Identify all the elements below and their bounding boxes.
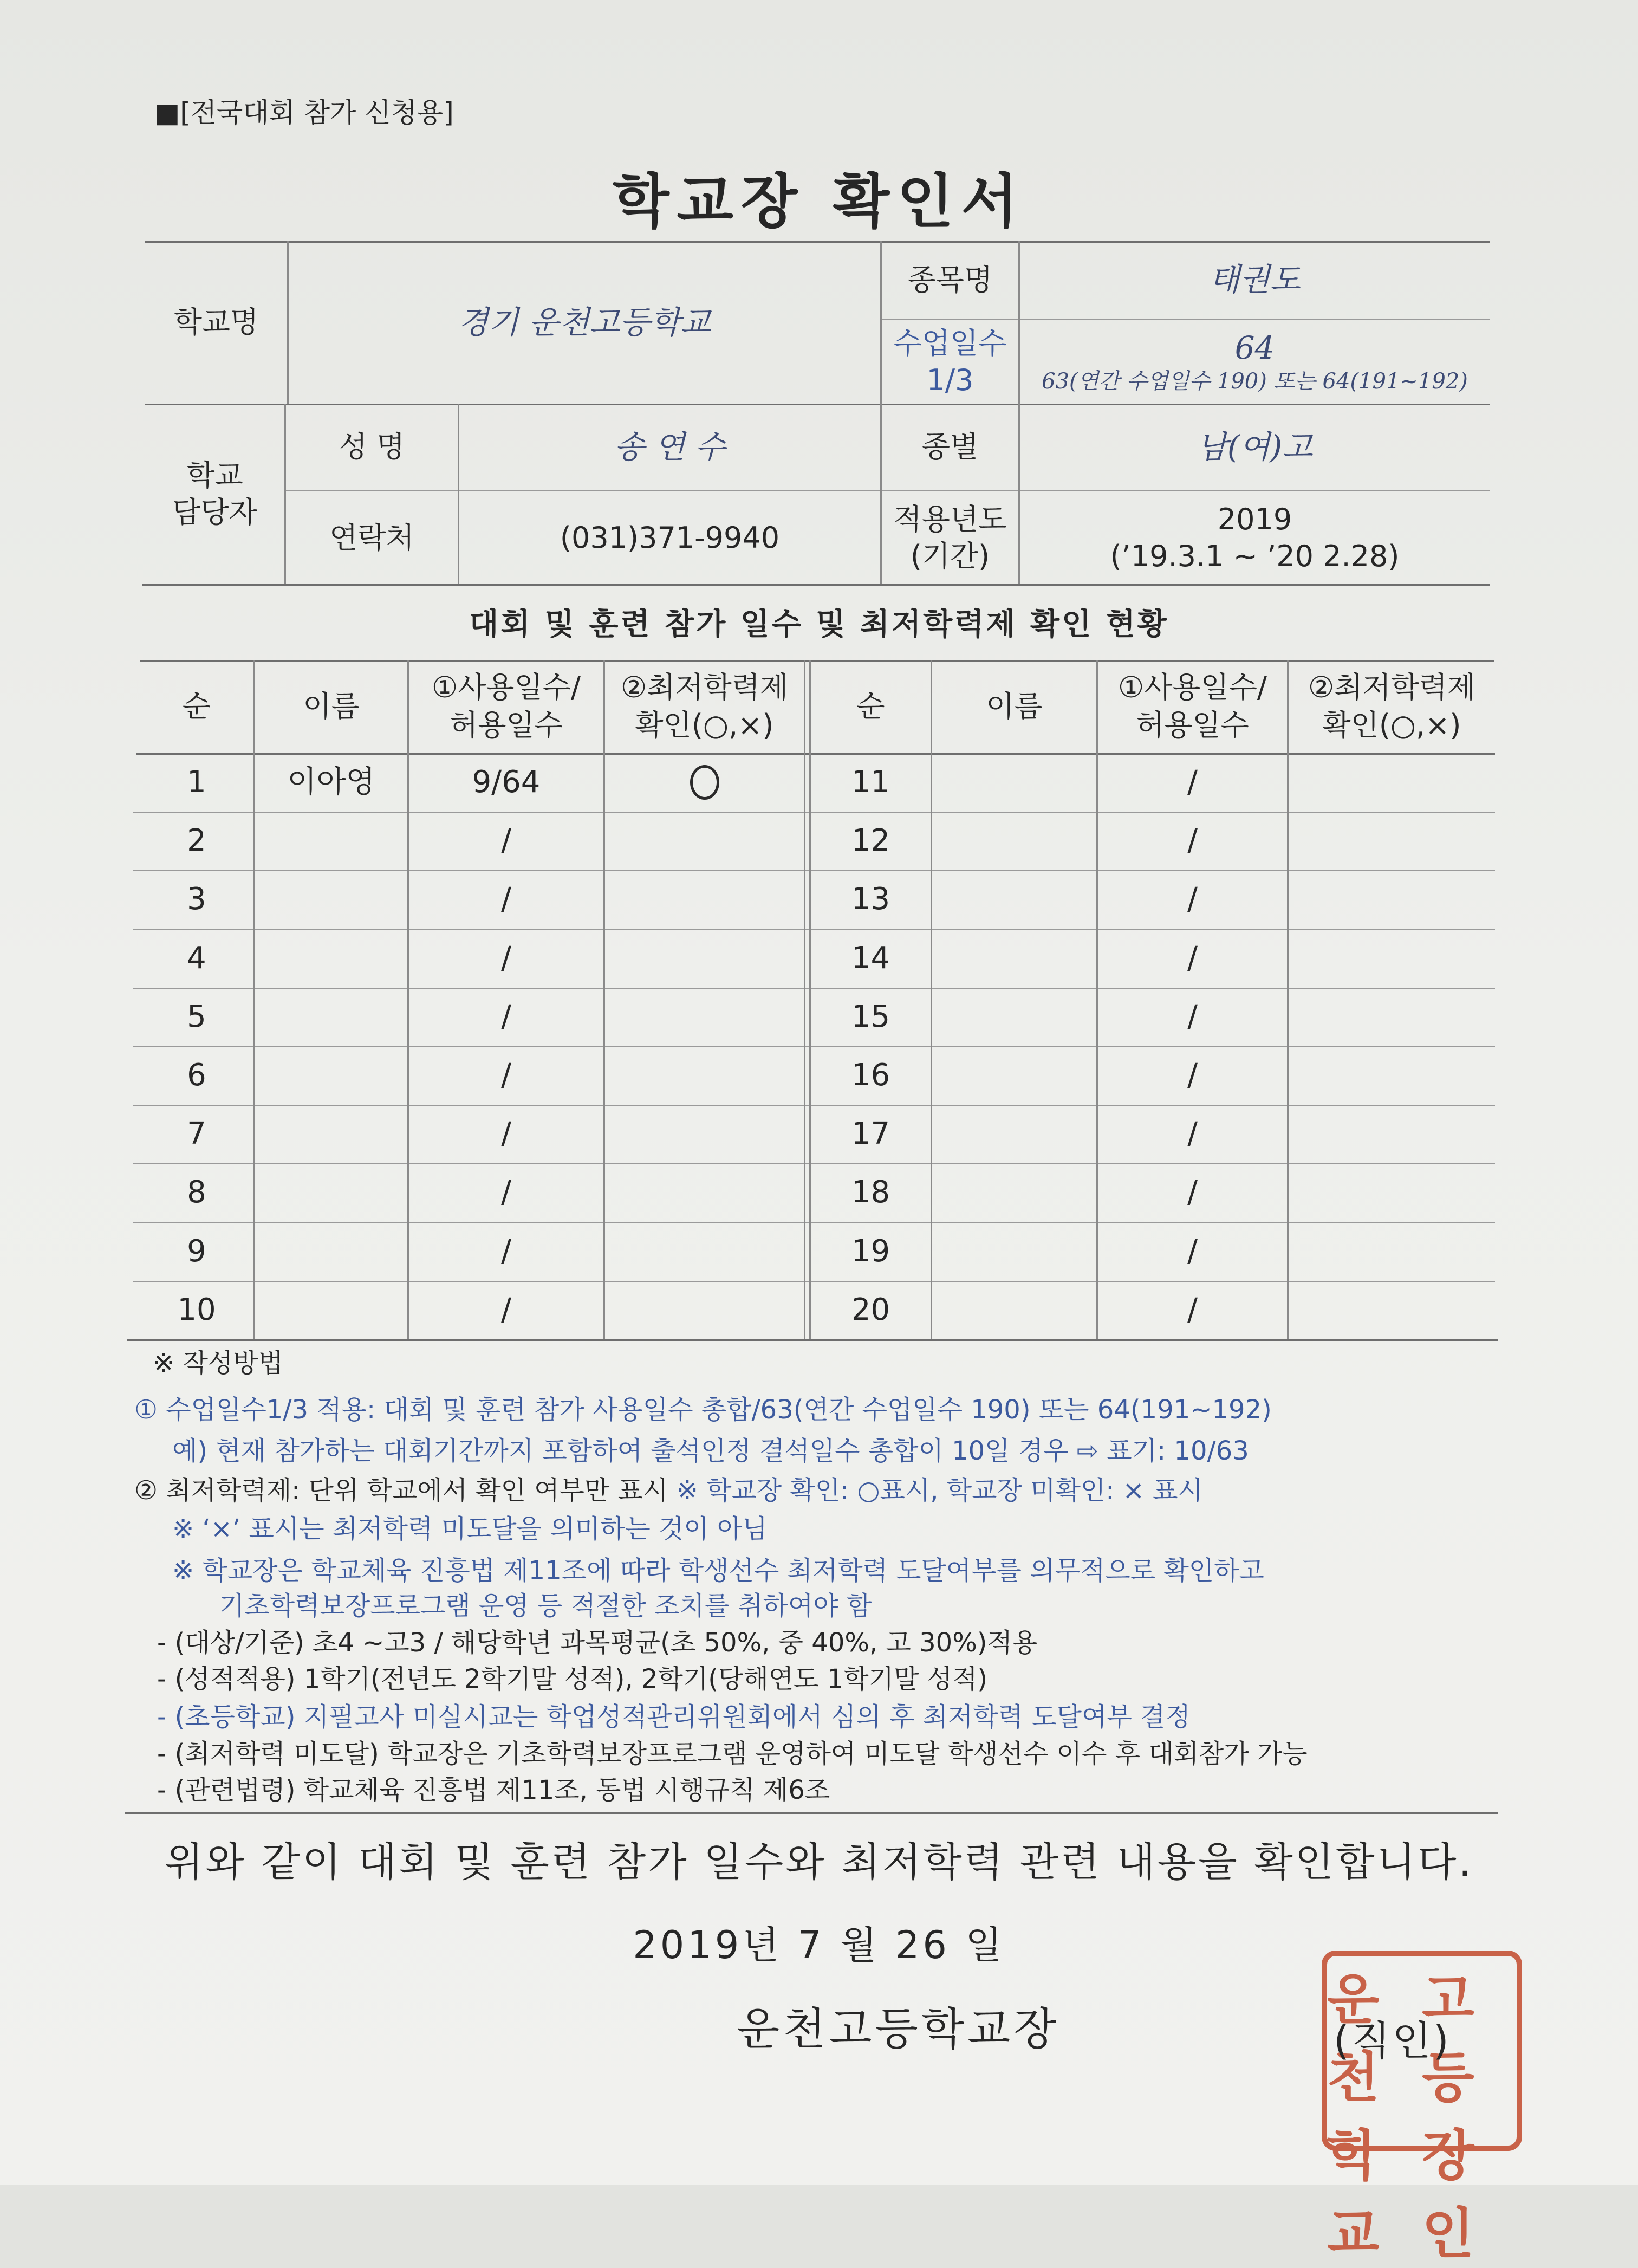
document-title: 학교장 확인서 bbox=[613, 168, 1025, 236]
school-value: 경기 운천고등학교 bbox=[458, 303, 711, 341]
cell-check-right bbox=[1289, 753, 1495, 812]
cell-number-left bbox=[140, 1105, 253, 1163]
cell-text: 19 bbox=[851, 1234, 890, 1269]
cell-number-right bbox=[811, 929, 931, 988]
cell-days-right bbox=[1098, 929, 1287, 988]
col-header-days-right-line2: 허용일수 bbox=[1136, 708, 1249, 742]
cell-name-right bbox=[932, 929, 1096, 988]
note-line-4: ※ ‘×’ 표시는 최저학력 미도달을 의미하는 것이 아님 bbox=[172, 1514, 768, 1544]
cell-name-right bbox=[932, 753, 1096, 812]
sport-value: 태권도 bbox=[1209, 261, 1301, 299]
cell-text: / bbox=[1187, 823, 1198, 858]
cell-text: / bbox=[1187, 1058, 1198, 1093]
cell-days-right bbox=[1098, 870, 1287, 929]
cell-number-right bbox=[811, 812, 931, 870]
cell-text: / bbox=[1187, 999, 1198, 1034]
seal-label: (직인) bbox=[1334, 2018, 1451, 2064]
note-line-8: - (성적적용) 1학기(전년도 2학기말 성적), 2학기(당해연도 1학기말 성적) bbox=[157, 1664, 988, 1694]
cell-number-right bbox=[811, 1046, 931, 1105]
cell-check-right bbox=[1289, 929, 1495, 988]
cell-check-left bbox=[605, 753, 804, 812]
cell-check-left bbox=[605, 812, 804, 870]
cell-name-right bbox=[932, 870, 1096, 929]
cell-days-left bbox=[409, 1046, 603, 1105]
cell-check-right bbox=[1289, 812, 1495, 870]
col-header-check-right bbox=[1289, 660, 1495, 753]
cell-text: 4 bbox=[187, 941, 206, 976]
cell-days-right bbox=[1098, 812, 1287, 870]
cell-name-left bbox=[255, 812, 407, 870]
cell-text: / bbox=[1187, 764, 1198, 800]
notes-title: ※ 작성방법 bbox=[153, 1348, 283, 1378]
footer-rule bbox=[125, 1812, 1498, 1814]
cell-number-right bbox=[811, 1105, 931, 1163]
type-value: 남(여)고 bbox=[1197, 428, 1313, 465]
contact-value: (031)371-9940 bbox=[560, 520, 780, 555]
seal-char: 장인 bbox=[1422, 2123, 1474, 2265]
cell-check-left bbox=[605, 1222, 804, 1281]
cell-text: / bbox=[501, 1234, 511, 1269]
cell-days-left bbox=[409, 1222, 603, 1281]
cell-text: 13 bbox=[851, 882, 890, 917]
cell-text: 15 bbox=[851, 999, 890, 1034]
cell-text: 3 bbox=[187, 882, 206, 917]
cell-text: / bbox=[501, 941, 511, 976]
cell-number-right bbox=[811, 753, 931, 812]
col-header-check-line1: ②최저학력제 bbox=[620, 670, 789, 704]
col-header-check-right-line2: 확인(○,×) bbox=[1322, 708, 1461, 742]
class-days-value bbox=[1020, 320, 1490, 404]
cell-text: 6 bbox=[187, 1058, 206, 1093]
principal-signature-name: 운천고등학교장 bbox=[737, 2004, 1060, 2055]
cell-number-right bbox=[811, 870, 931, 929]
col-header-days-right-line1: ①사용일수/ bbox=[1117, 670, 1268, 704]
name-value: 송 연 수 bbox=[614, 428, 725, 465]
cell-number-left bbox=[140, 1222, 253, 1281]
cell-text: 9/64 bbox=[472, 764, 541, 800]
cell-text: / bbox=[501, 1175, 511, 1210]
cell-text: 이아영 bbox=[287, 764, 375, 800]
cell-check-right bbox=[1289, 1222, 1495, 1281]
cell-days-left bbox=[409, 1105, 603, 1163]
col-header-no: 순 bbox=[182, 689, 211, 723]
cell-text: 14 bbox=[851, 941, 890, 976]
cell-check-right bbox=[1289, 1281, 1495, 1339]
cell-text: / bbox=[501, 1116, 511, 1151]
year-label-line2: (기간) bbox=[910, 539, 990, 573]
seal-char: 고등 bbox=[1422, 1967, 1474, 2109]
rule bbox=[142, 584, 1490, 586]
cell-text: 16 bbox=[851, 1058, 890, 1093]
confirmation-date: 2019년 7 월 26 일 bbox=[633, 1923, 1005, 1967]
manager-label-line2: 담당자 bbox=[172, 495, 257, 529]
cell-text: / bbox=[501, 1292, 511, 1327]
cell-text: / bbox=[1187, 1175, 1198, 1210]
year-label-line1: 적용년도 bbox=[893, 502, 1007, 536]
year-label bbox=[882, 491, 1018, 584]
cell-number-right bbox=[811, 988, 931, 1046]
cell-days-left bbox=[409, 929, 603, 988]
cell-days-left bbox=[409, 988, 603, 1046]
cell-days-right bbox=[1098, 753, 1287, 812]
cell-days-left bbox=[409, 812, 603, 870]
class-days-label bbox=[882, 320, 1018, 404]
name-label: 성 명 bbox=[339, 430, 405, 464]
cell-check-left bbox=[605, 929, 804, 988]
cell-name-left bbox=[255, 988, 407, 1046]
rule bbox=[804, 660, 805, 1339]
note-line-3-main: ② 최저학력제: 단위 학교에서 확인 여부만 표시 bbox=[134, 1475, 677, 1506]
cell-name-left bbox=[255, 1222, 407, 1281]
cell-name-right bbox=[932, 812, 1096, 870]
cell-text: / bbox=[501, 1058, 511, 1093]
school-label: 학교명 bbox=[173, 305, 259, 340]
cell-check-right bbox=[1289, 1163, 1495, 1222]
cell-text: / bbox=[501, 882, 511, 917]
cell-check-right bbox=[1289, 1105, 1495, 1163]
cell-days-right bbox=[1098, 1222, 1287, 1281]
col-header-check-right-line1: ②최저학력제 bbox=[1308, 670, 1476, 704]
note-line-6: 기초학력보장프로그램 운영 등 적절한 조치를 취하여야 함 bbox=[219, 1591, 872, 1621]
note-line-3 bbox=[134, 1469, 1203, 1507]
col-header-check bbox=[605, 660, 804, 753]
contact-label: 연락처 bbox=[329, 520, 414, 555]
col-header-name: 이름 bbox=[303, 689, 360, 723]
cell-days-right bbox=[1098, 1163, 1287, 1222]
col-header-days-right bbox=[1098, 660, 1287, 753]
cell-days-right bbox=[1098, 1105, 1287, 1163]
sport-label: 종목명 bbox=[907, 262, 993, 297]
cell-name-right bbox=[932, 988, 1096, 1046]
cell-text: 12 bbox=[851, 823, 890, 858]
cell-check-left bbox=[605, 1046, 804, 1105]
cell-text: 18 bbox=[851, 1175, 890, 1210]
note-line-5: ※ 학교장은 학교체육 진흥법 제11조에 따라 학생선수 최저학력 도달여부를 의무적으로 확인하고 bbox=[172, 1556, 1264, 1586]
class-days-label-line1: 수업일수 bbox=[893, 326, 1007, 360]
period-value: (’19.3.1 ~ ’20 2.28) bbox=[1110, 539, 1400, 573]
cell-text: 9 bbox=[187, 1234, 206, 1269]
col-header-check-line2: 확인(○,×) bbox=[635, 708, 774, 742]
cell-number-left bbox=[140, 1163, 253, 1222]
cell-number-left bbox=[140, 812, 253, 870]
cell-text: 20 bbox=[851, 1292, 890, 1327]
cell-text: 2 bbox=[187, 823, 206, 858]
type-label: 종별 bbox=[921, 430, 979, 464]
confirmation-statement: 위와 같이 대회 및 훈련 참가 일수와 최저학력 관련 내용을 확인합니다. bbox=[164, 1839, 1474, 1885]
note-line-9: - (초등학교) 지필고사 미실시교는 학업성적관리위원회에서 심의 후 최저학력 도달여부 결정 bbox=[157, 1702, 1191, 1732]
seal-char: 학교 bbox=[1327, 2123, 1380, 2265]
cell-text: / bbox=[1187, 941, 1198, 976]
cell-text: 7 bbox=[187, 1116, 206, 1151]
cell-text: / bbox=[501, 999, 511, 1034]
cell-text: 10 bbox=[177, 1292, 216, 1327]
class-days-number: 64 bbox=[1234, 329, 1275, 367]
cell-days-right bbox=[1098, 988, 1287, 1046]
cell-check-left bbox=[605, 1281, 804, 1339]
cell-name-left bbox=[255, 1281, 407, 1339]
col-header-days-line2: 허용일수 bbox=[450, 708, 563, 742]
cell-text: 17 bbox=[851, 1116, 890, 1151]
class-days-label-line2: 1/3 bbox=[926, 362, 974, 397]
seal-char: 운천 bbox=[1327, 1967, 1380, 2109]
cell-name-left bbox=[255, 1163, 407, 1222]
cell-number-left bbox=[140, 929, 253, 988]
cell-number-left bbox=[140, 1281, 253, 1339]
cell-text: 11 bbox=[851, 764, 890, 800]
cell-check-right bbox=[1289, 988, 1495, 1046]
cell-check-left bbox=[605, 870, 804, 929]
col-header-days-line1: ①사용일수/ bbox=[431, 670, 581, 704]
cell-name-right bbox=[932, 1046, 1096, 1105]
cell-number-left bbox=[140, 988, 253, 1046]
cell-text: / bbox=[1187, 1292, 1198, 1327]
cell-name-right bbox=[932, 1222, 1096, 1281]
year-value bbox=[1020, 491, 1490, 584]
cell-text: / bbox=[1187, 1234, 1198, 1269]
note-line-3-emphasis: ※ 학교장 확인: ○표시, 학교장 미확인: × 표시 bbox=[676, 1475, 1203, 1506]
cell-name-right bbox=[932, 1281, 1096, 1339]
cell-days-left bbox=[409, 753, 603, 812]
cell-check-left bbox=[605, 1163, 804, 1222]
col-header-no-right: 순 bbox=[856, 689, 885, 723]
note-line-7: - (대상/기준) 초4 ~고3 / 해당학년 과목평균(초 50%, 중 40%, 고 30%)적용 bbox=[157, 1628, 1038, 1658]
cell-name-left bbox=[255, 753, 407, 812]
cell-number-right bbox=[811, 1281, 931, 1339]
cell-number-right bbox=[811, 1163, 931, 1222]
manager-label bbox=[145, 404, 284, 584]
cell-number-left bbox=[140, 870, 253, 929]
cell-check-left bbox=[605, 1105, 804, 1163]
document-label: ■[전국대회 참가 신청용] bbox=[154, 97, 454, 128]
rule bbox=[127, 1339, 1498, 1341]
cell-days-left bbox=[409, 1281, 603, 1339]
cell-name-right bbox=[932, 1105, 1096, 1163]
note-line-10: - (최저학력 미도달) 학교장은 기초학력보장프로그램 운영하여 미도달 학생선수 이수 후 대회참가 가능 bbox=[157, 1739, 1308, 1769]
cell-name-left bbox=[255, 1105, 407, 1163]
cell-check-left bbox=[605, 988, 804, 1046]
cell-number-right bbox=[811, 1222, 931, 1281]
cell-days-left bbox=[409, 870, 603, 929]
cell-check-right bbox=[1289, 1046, 1495, 1105]
cell-days-left bbox=[409, 1163, 603, 1222]
cell-name-left bbox=[255, 1046, 407, 1105]
cell-name-left bbox=[255, 929, 407, 988]
note-line-1: ① 수업일수1/3 적용: 대회 및 훈련 참가 사용일수 총합/63(연간 수업일수 190) 또는 64(191~192) bbox=[134, 1395, 1272, 1425]
note-line-11: - (관련법령) 학교체육 진흥법 제11조, 동법 시행규칙 제6조 bbox=[157, 1775, 830, 1805]
cell-text: 5 bbox=[187, 999, 206, 1034]
cell-days-right bbox=[1098, 1281, 1287, 1339]
cell-days-right bbox=[1098, 1046, 1287, 1105]
cell-text: / bbox=[1187, 882, 1198, 917]
class-days-note: 63(연간 수업일수 190) 또는 64(191~192) bbox=[1042, 368, 1468, 394]
manager-label-line1: 학교 bbox=[186, 458, 243, 493]
note-line-2: 예) 현재 참가하는 대회기간까지 포함하여 출석인정 결석일수 총합이 10일 경우 ⇨ 표기: 10/63 bbox=[172, 1436, 1249, 1466]
year-number: 2019 bbox=[1217, 502, 1292, 536]
col-header-days bbox=[409, 660, 603, 753]
cell-check-right bbox=[1289, 870, 1495, 929]
circle-check-mark bbox=[690, 765, 719, 800]
table-heading: 대회 및 훈련 참가 일수 및 최저학력제 확인 현황 bbox=[469, 607, 1169, 642]
cell-name-left bbox=[255, 870, 407, 929]
cell-text: 1 bbox=[187, 764, 206, 800]
cell-text: 8 bbox=[187, 1175, 206, 1210]
cell-number-left bbox=[140, 1046, 253, 1105]
cell-number-left bbox=[140, 753, 253, 812]
cell-text: / bbox=[501, 823, 511, 858]
cell-name-right bbox=[932, 1163, 1096, 1222]
cell-text: / bbox=[1187, 1116, 1198, 1151]
col-header-name-right: 이름 bbox=[986, 689, 1043, 723]
